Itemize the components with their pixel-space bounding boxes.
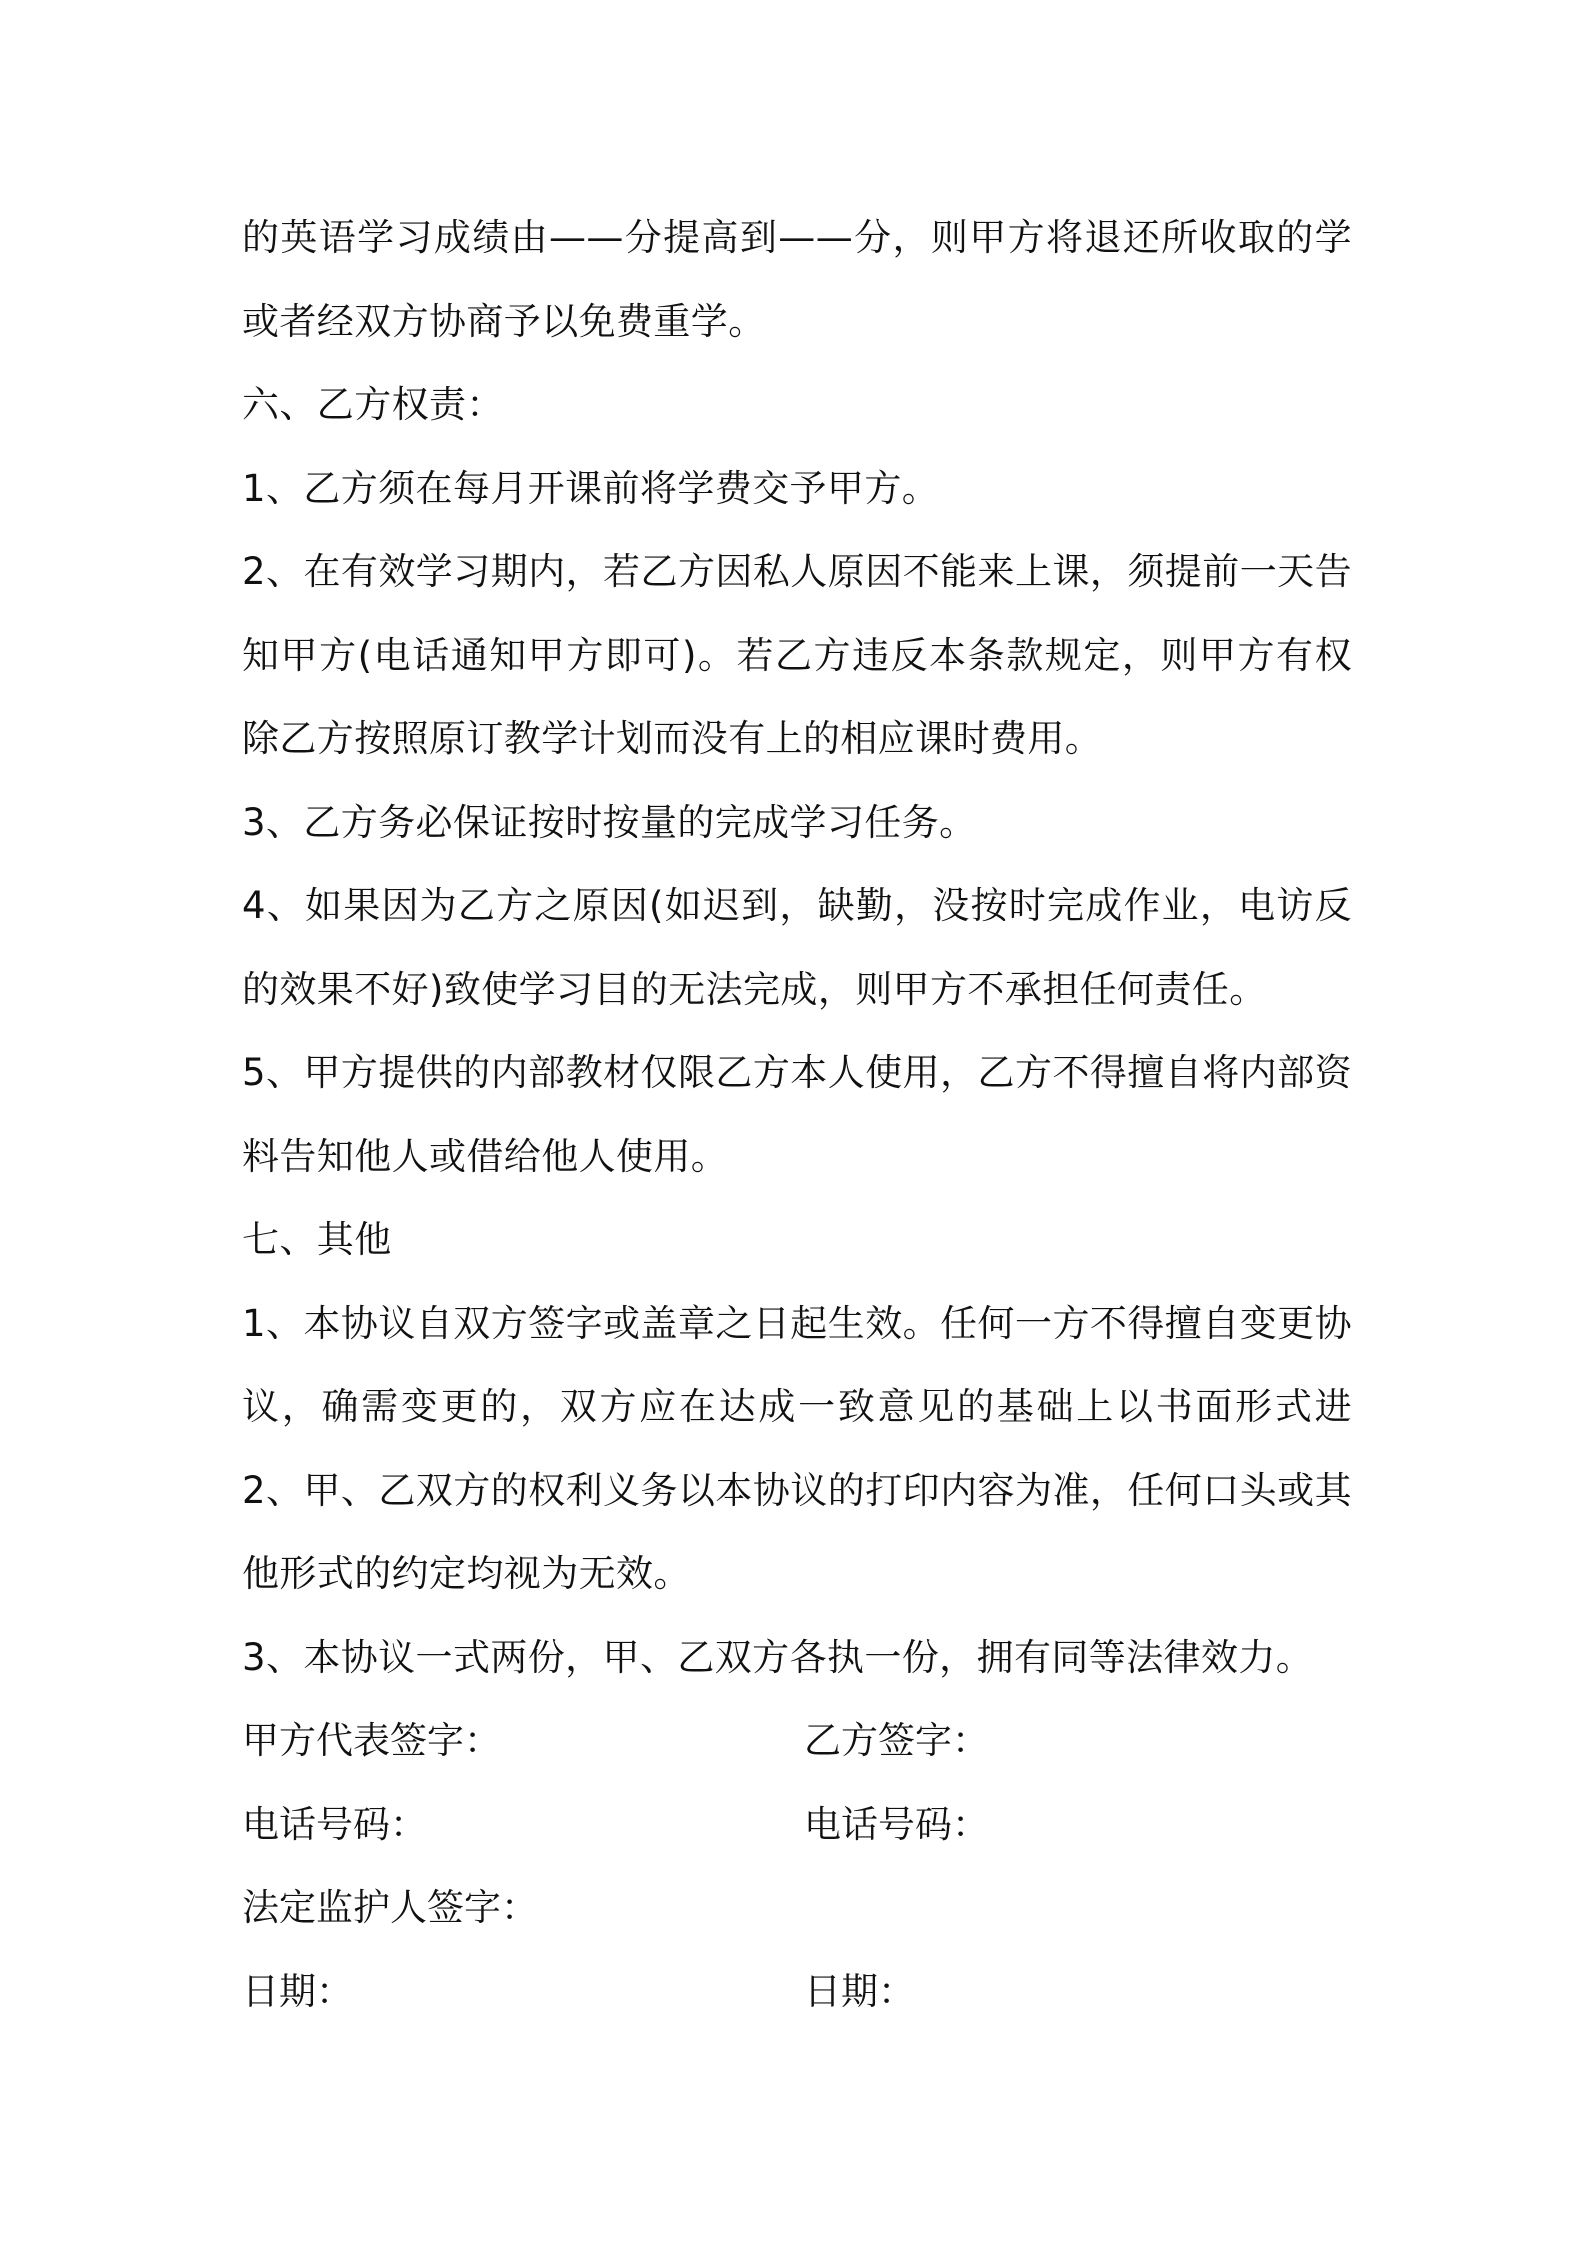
- clause-line: 1、本协议自双方签字或盖章之日起生效。任何一方不得擅自变更协: [242, 1301, 1352, 1345]
- clause-line: 2、甲、乙双方的权利义务以本协议的打印内容为准，任何口头或其: [242, 1468, 1352, 1512]
- paragraph-line: 或者经双方协商予以免费重学。: [242, 299, 766, 343]
- party-b-signature-label: 乙方签字：: [804, 1719, 989, 1762]
- paragraph-line: 的英语学习成绩由——分提高到——分，则甲方将退还所收取的学: [242, 216, 1352, 259]
- guardian-row: [242, 1866, 1352, 1950]
- document-body: [242, 196, 1352, 2033]
- date-row: [242, 1950, 1352, 2034]
- clause-line: 除乙方按照原订教学计划而没有上的相应课时费用。: [242, 717, 1103, 760]
- clause-line: 3、乙方务必保证按时按量的完成学习任务。: [242, 800, 977, 844]
- clause-line: 4、如果因为乙方之原因(如迟到，缺勤，没按时完成作业，电访反: [242, 884, 1352, 927]
- party-a-phone-label: 电话号码：: [242, 1802, 427, 1846]
- party-b-date-label: 日期：: [804, 1969, 915, 2013]
- section-heading-other: 七、其他: [242, 1218, 392, 1261]
- phone-row: [242, 1783, 1352, 1867]
- party-a-date-label: 日期：: [242, 1969, 353, 2013]
- party-b-phone-label: 电话号码：: [804, 1802, 989, 1846]
- clause-line: 料告知他人或借给他人使用。: [242, 1134, 729, 1178]
- clause-line: 的效果不好)致使学习目的无法完成，则甲方不承担任何责任。: [242, 967, 1267, 1011]
- clause-line: 3、本协议一式两份，甲、乙双方各执一份，拥有同等法律效力。: [242, 1635, 1314, 1679]
- guardian-signature-label: 法定监护人签字：: [242, 1886, 538, 1929]
- section-heading-party-b-rights: 六、乙方权责：: [242, 383, 504, 426]
- clause-line: 1、乙方须在每月开课前将学费交予甲方。: [242, 466, 940, 510]
- clause-line: 5、甲方提供的内部教材仅限乙方本人使用，乙方不得擅自将内部资: [242, 1051, 1352, 1094]
- signature-row: [242, 1699, 1352, 1783]
- clause-line: 知甲方(电话通知甲方即可)。若乙方违反本条款规定，则甲方有权: [242, 633, 1352, 677]
- clause-line: 议，确需变更的，双方应在达成一致意见的基础上以书面形式进: [242, 1385, 1352, 1428]
- party-a-signature-label: 甲方代表签字：: [242, 1719, 501, 1762]
- clause-line: 他形式的约定均视为无效。: [242, 1552, 691, 1595]
- clause-line: 2、在有效学习期内，若乙方因私人原因不能来上课，须提前一天告: [242, 550, 1352, 593]
